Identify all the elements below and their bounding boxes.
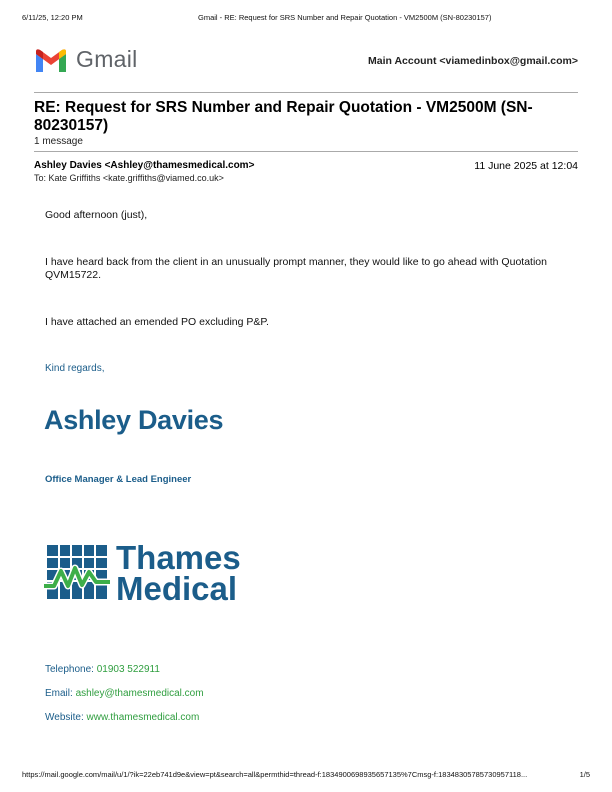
signature-name: Ashley Davies [44,405,224,435]
email-link[interactable]: ashley@thamesmedical.com [75,688,204,699]
message-greeting: Good afternoon (just), [45,209,148,221]
thames-medical-logo-icon [44,542,110,602]
message-closing: Kind regards, [45,363,105,374]
logo-text-line-1: Thames [116,539,241,576]
telephone-label: Telephone: [45,664,94,675]
signature-title: Office Manager & Lead Engineer [45,474,192,485]
message-paragraph-1: I have heard back from the client in an unusually prompt manner, they would like to go ahead with Quotation QVM15722. [45,256,547,281]
email-label: Email: [45,688,73,699]
subject-divider [34,151,578,152]
gmail-logo-icon [34,48,68,74]
telephone-line [45,664,160,675]
print-datetime: 6/11/25, 12:20 PM [22,13,83,22]
website-link[interactable]: www.thamesmedical.com [86,712,200,723]
print-page-number: 1/5 [579,770,590,779]
gmail-wordmark: Gmail [76,46,138,72]
message-to: To: Kate Griffiths <kate.griffiths@viamed.co.uk> [34,173,224,183]
message-date: 11 June 2025 at 12:04 [474,160,578,172]
thread-subject: RE: Request for SRS Number and Repair Quotation - VM2500M (SN-80230157) [34,99,533,134]
print-url: https://mail.google.com/mail/u/1/?ik=22eb741d9e&view=pt&search=all&permthid=thread-f:1834900698935657135%7Cmsg-f:18348305785730957118... [22,770,528,779]
message-count: 1 message [34,136,83,147]
print-title: Gmail - RE: Request for SRS Number and Repair Quotation - VM2500M (SN-80230157) [198,13,492,22]
website-line [45,712,199,723]
message-paragraph-2: I have attached an emended PO excluding P&P. [45,316,269,328]
account-label: Main Account <viamedinbox@gmail.com> [368,55,578,67]
message-from: Ashley Davies <Ashley@thamesmedical.com> [34,160,255,171]
telephone-value[interactable]: 01903 522911 [96,664,160,675]
website-label: Website: [45,712,84,723]
logo-text-line-2: Medical [116,570,238,607]
email-line [45,688,204,699]
header-divider [34,92,578,93]
